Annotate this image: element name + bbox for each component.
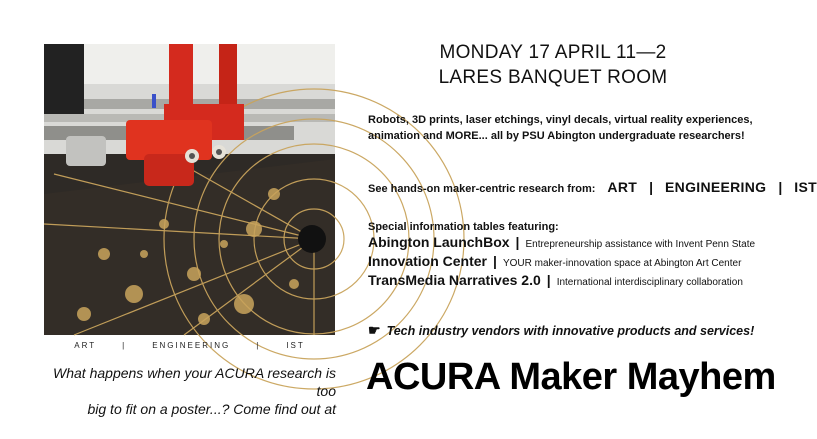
caption-separator: | — [122, 340, 127, 350]
table-item-separator: | — [546, 272, 551, 288]
discipline-separator: | — [649, 179, 654, 195]
description-line-2: animation and MORE... all by PSU Abington undergraduate researchers! — [368, 130, 745, 142]
description-line-1: Robots, 3D prints, laser etchings, vinyl decals, virtual reality experiences, — [368, 114, 753, 126]
caption-engineering: ENGINEERING — [152, 340, 231, 350]
discipline-art: ART — [607, 179, 638, 195]
research-lead: See hands-on maker-centric research from: — [368, 183, 596, 195]
table-item-separator: | — [493, 253, 497, 269]
event-photo — [44, 44, 335, 335]
caption-art: ART — [74, 340, 97, 350]
teaser-text — [40, 364, 336, 418]
table-item — [368, 234, 755, 250]
table-item-name: Abington LaunchBox — [368, 234, 510, 250]
discipline-separator: | — [778, 179, 783, 195]
caption-separator: | — [256, 340, 261, 350]
discipline-ist: IST — [794, 179, 817, 195]
table-item-description: International interdisciplinary collaboration — [556, 277, 743, 288]
teaser-line-2: big to fit on a poster...? Come find out at — [87, 401, 336, 417]
table-item — [368, 272, 743, 288]
vendors-callout — [368, 322, 758, 339]
tables-heading: Special information tables featuring: — [368, 221, 559, 233]
event-location: LARES BANQUET ROOM — [438, 67, 668, 88]
discipline-engineering: ENGINEERING — [665, 179, 767, 195]
table-item-name: Innovation Center — [368, 253, 488, 269]
table-item — [368, 253, 741, 269]
caption-ist: IST — [286, 340, 305, 350]
event-date: MONDAY 17 APRIL 11—2 — [439, 42, 667, 63]
table-item-name: TransMedia Narratives 2.0 — [368, 272, 541, 288]
laser-etching-illustration — [44, 44, 335, 335]
event-headline: ACURA Maker Mayhem — [366, 356, 776, 398]
event-datetime — [368, 40, 738, 90]
table-item-separator: | — [515, 234, 520, 250]
table-item-description: Entrepreneurship assistance with Invent Penn State — [525, 239, 756, 250]
event-description — [368, 112, 753, 144]
vendors-text: Tech industry vendors with innovative products and services! — [386, 323, 755, 338]
teaser-line-1: What happens when your ACURA research is too — [53, 365, 336, 399]
research-areas — [368, 179, 817, 195]
photo-caption — [44, 336, 335, 354]
pointing-hand-icon: ☛ — [368, 322, 381, 338]
table-item-description: YOUR maker-innovation space at Abington Art Center — [502, 258, 742, 269]
